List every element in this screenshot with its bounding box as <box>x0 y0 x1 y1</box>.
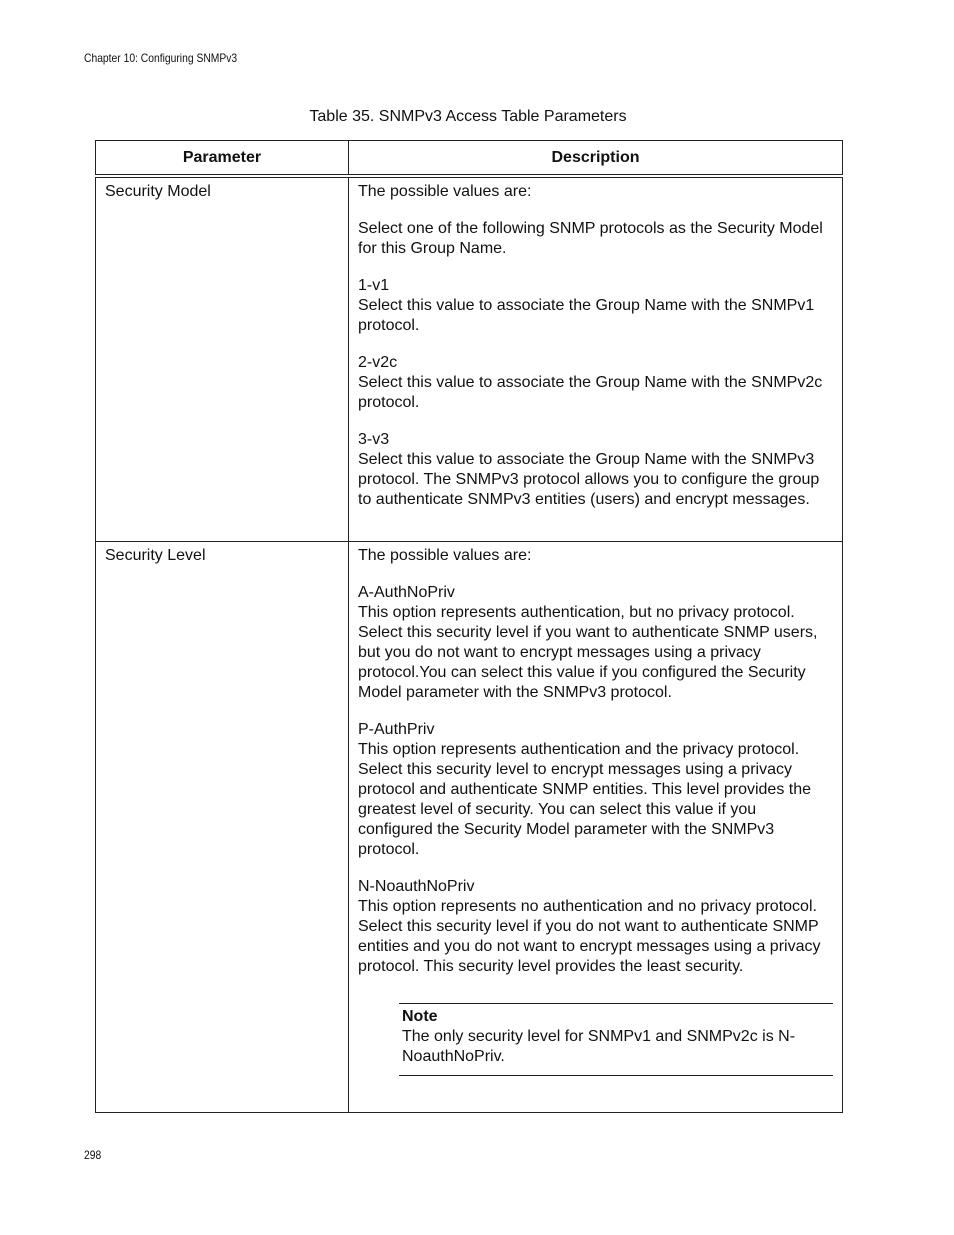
description-paragraph: Select one of the following SNMP protocols as the Security Model for this Group Name. <box>358 220 823 257</box>
option-value: A-AuthNoPriv <box>358 583 455 601</box>
table-header-row <box>96 141 843 177</box>
table-caption: Table 35. SNMPv3 Access Table Parameters <box>309 108 627 125</box>
option-value: 1-v1 <box>358 277 390 294</box>
description-intro: The possible values are: <box>358 183 532 200</box>
table-row <box>96 541 843 1112</box>
chapter-header: Chapter 10: Configuring SNMPv3 <box>84 51 238 65</box>
page-number: 298 <box>84 1148 102 1162</box>
option-item <box>358 276 833 336</box>
option-item <box>358 720 833 860</box>
note-title: Note <box>402 1007 438 1025</box>
option-item <box>358 353 833 413</box>
option-text: Select this value to associate the Group Name with the SNMPv3 protocol. The SNMPv3 protocol allows you to configure the group to authenticate SNMPv3 entities (users) and encrypt messages. <box>358 451 820 508</box>
column-header-parameter: Parameter <box>96 141 349 177</box>
parameter-name: Security Model <box>105 183 211 200</box>
option-value: 2-v2c <box>358 354 398 371</box>
note-text: The only security level for SNMPv1 and SNMPv2c is N-NoauthNoPriv. <box>402 1027 796 1065</box>
table-row <box>96 176 843 541</box>
option-item <box>358 877 833 977</box>
option-text: This option represents authentication, but no privacy protocol. Select this security level if you want to authenticate SNMP users, but you do not want to encrypt messages using a privacy protocol.You can select this value if you configured the Security Model parameter with the SNMPv3 protocol. <box>358 603 818 701</box>
parameters-table <box>95 140 843 1113</box>
description-cell <box>349 541 843 1112</box>
parameter-cell <box>96 176 349 541</box>
description-intro: The possible values are: <box>358 546 532 564</box>
parameter-cell <box>96 541 349 1112</box>
option-item <box>358 583 833 703</box>
option-value: P-AuthPriv <box>358 720 435 738</box>
option-text: This option represents no authentication and no privacy protocol. Select this security level if you do not want to authenticate SNMP entities and you do not want to encrypt messages using a privacy protocol. This security level provides the least security. <box>358 897 821 975</box>
option-text: Select this value to associate the Group Name with the SNMPv1 protocol. <box>358 297 815 334</box>
option-value: 3-v3 <box>358 431 390 448</box>
option-item <box>358 430 833 510</box>
column-header-description: Description <box>349 141 843 177</box>
option-text: Select this value to associate the Group Name with the SNMPv2c protocol. <box>358 374 823 411</box>
option-text: This option represents authentication and the privacy protocol. Select this security level to encrypt messages using a privacy protocol and authenticate SNMP entities. This level provides the greatest level of security. You can select this value if you configured the Security Model parameter with the SNMPv3 protocol. <box>358 740 811 858</box>
option-value: N-NoauthNoPriv <box>358 877 475 895</box>
note-box <box>399 1003 833 1076</box>
description-cell <box>349 176 843 541</box>
parameter-name: Security Level <box>105 546 206 564</box>
